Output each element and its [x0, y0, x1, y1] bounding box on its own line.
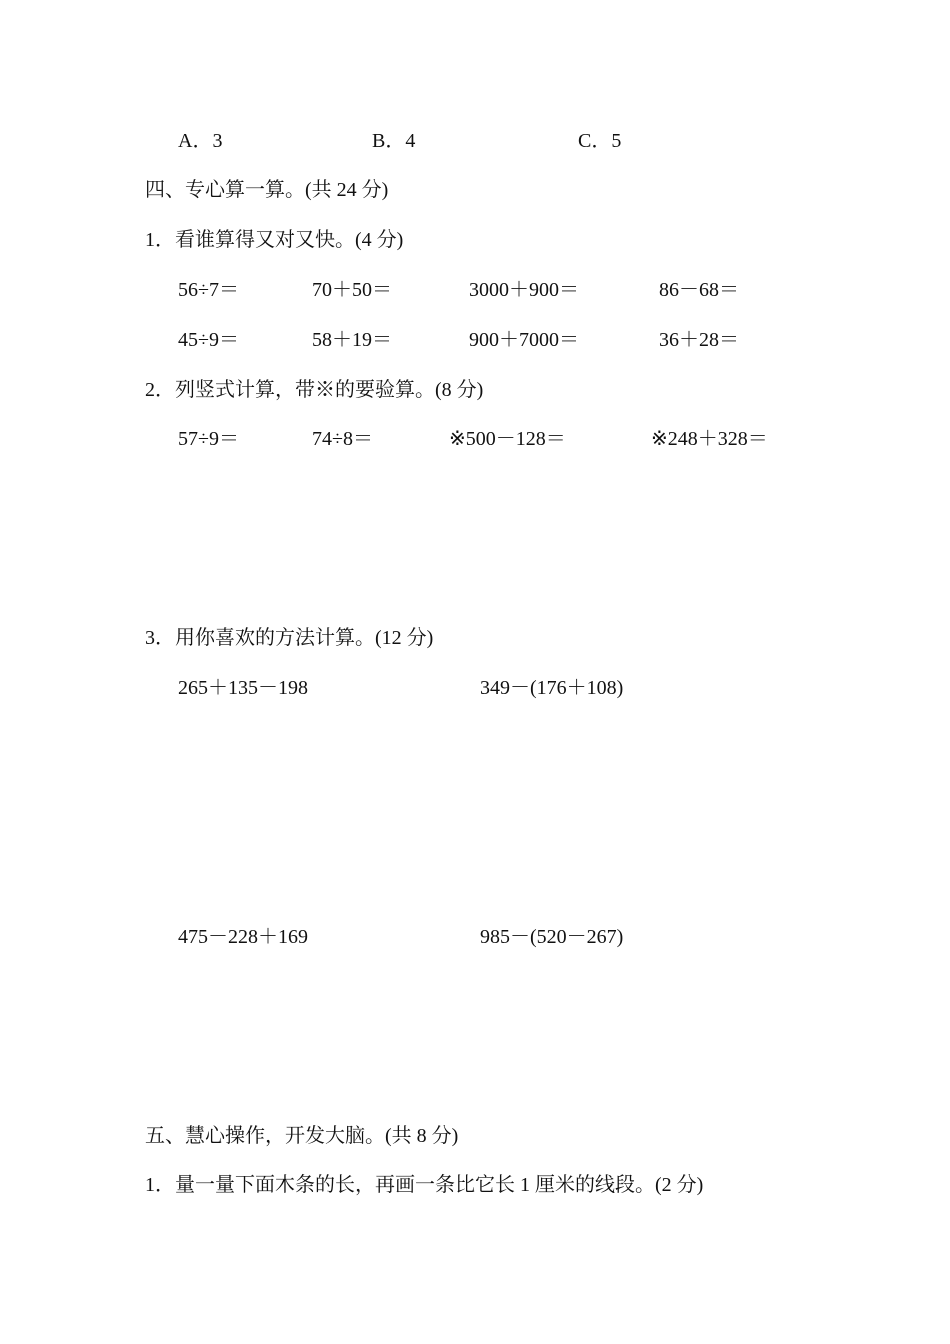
- choice-b: B．4: [372, 130, 416, 152]
- question-5-1-title: 1．量一量下面木条的长，再画一条比它长 1 厘米的线段。(2 分): [145, 1174, 704, 1196]
- q1-expression: 86－68＝: [659, 279, 739, 301]
- q2-expression: 74÷8＝: [312, 428, 373, 450]
- q3-expression: 475－228＋169: [178, 926, 308, 948]
- q1-expression: 45÷9＝: [178, 329, 239, 351]
- q3-expression: 985－(520－267): [480, 926, 624, 948]
- q1-expression: 58＋19＝: [312, 329, 392, 351]
- q1-expression: 70＋50＝: [312, 279, 392, 301]
- question-3-title: 3．用你喜欢的方法计算。(12 分): [145, 627, 434, 649]
- q1-expression: 56÷7＝: [178, 279, 239, 301]
- q1-expression: 3000＋900＝: [469, 279, 579, 301]
- question-2-title: 2．列竖式计算，带※的要验算。(8 分): [145, 379, 484, 401]
- q2-expression: 57÷9＝: [178, 428, 239, 450]
- choice-a: A．3: [178, 130, 223, 152]
- q1-expression: 900＋7000＝: [469, 329, 579, 351]
- q3-expression: 265＋135－198: [178, 677, 308, 699]
- q2-expression: ※500－128＝: [449, 428, 566, 450]
- choice-c: C．5: [578, 130, 622, 152]
- q1-expression: 36＋28＝: [659, 329, 739, 351]
- question-1-title: 1．看谁算得又对又快。(4 分): [145, 229, 404, 251]
- section-4-heading: 四、专心算一算。(共 24 分): [145, 179, 389, 201]
- q3-expression: 349－(176＋108): [480, 677, 624, 699]
- section-5-heading: 五、慧心操作，开发大脑。(共 8 分): [145, 1125, 459, 1147]
- q2-expression: ※248＋328＝: [651, 428, 768, 450]
